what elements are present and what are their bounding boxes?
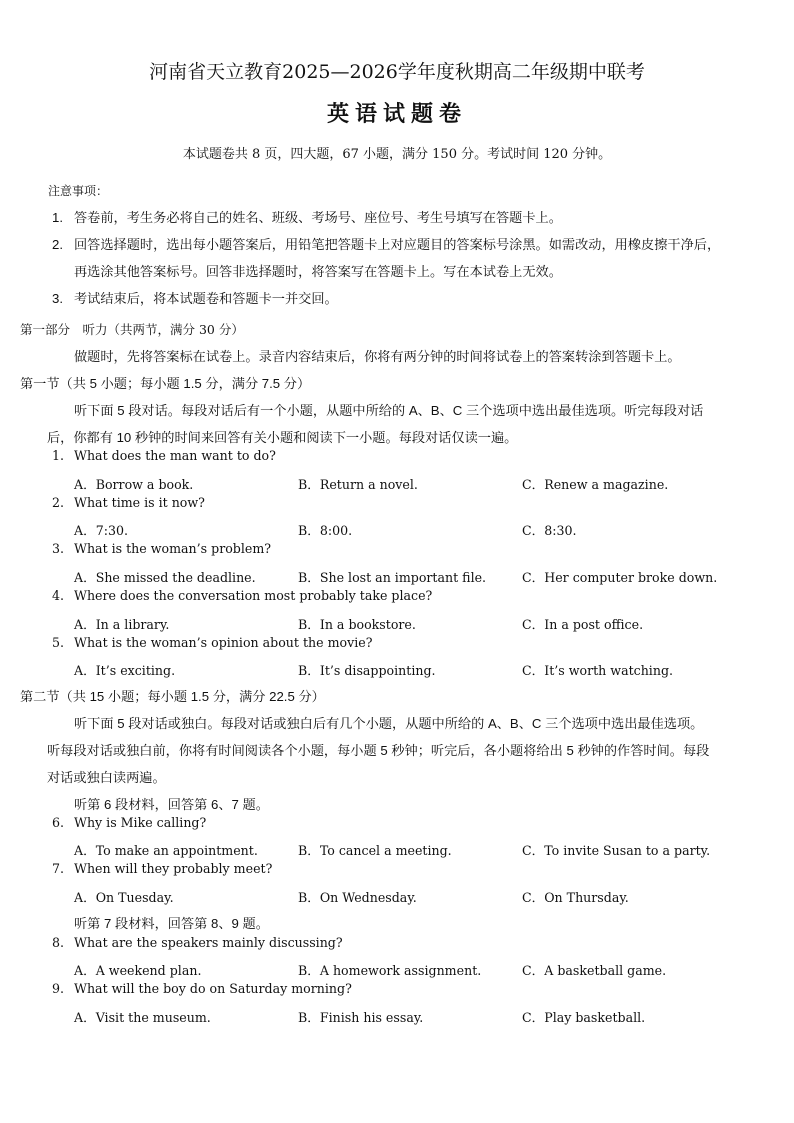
option-c: C．In a post office.	[522, 617, 644, 632]
notice-item: 1. 答卷前，考生务必将自己的姓名、班级、考场号、座位号、考生号填写在答题卡上。	[52, 210, 562, 225]
option-a: A．Visit the museum.	[74, 1010, 211, 1025]
question-stem: 4. Where does the conversation most probably take place?	[52, 588, 433, 603]
question-stem: 5. What is the woman’s opinion about the movie?	[52, 635, 373, 650]
part1-instruction: 做题时，先将答案标在试卷上。录音内容结束后，你将有两分钟的时间将试卷上的答案转涂到答题卡上。	[74, 349, 681, 364]
option-a: A．On Tuesday.	[74, 890, 174, 905]
option-b: B．8:00.	[298, 523, 353, 538]
option-a: A．In a library.	[74, 617, 170, 632]
option-a: A．Borrow a book.	[74, 477, 194, 492]
section1-heading: 第一节（共 5 小题；每小题 1.5 分，满分 7.5 分）	[20, 376, 311, 391]
option-b: B．She lost an important file.	[298, 570, 487, 585]
question-stem: 9. What will the boy do on Saturday morning?	[52, 981, 352, 996]
question-stem: 2. What time is it now?	[52, 495, 205, 510]
exam-subtitle: 英语试题卷	[326, 101, 467, 127]
option-c: C．Her computer broke down.	[522, 570, 718, 585]
option-b: B．On Wednesday.	[298, 890, 417, 905]
option-b: B．To cancel a meeting.	[298, 843, 452, 858]
section1-instruction: 后，你都有 10 秒钟的时间来回答有关小题和阅读下一小题。每段对话仅读一遍。	[47, 430, 518, 445]
option-b: B．In a bookstore.	[298, 617, 416, 632]
option-b: B．Finish his essay.	[298, 1010, 424, 1025]
option-c: C．On Thursday.	[522, 890, 629, 905]
material-label: 听第 7 段材料，回答第 8、9 题。	[74, 916, 269, 931]
option-c: C．To invite Susan to a party.	[522, 843, 711, 858]
part1-heading: 第一部分 听力（共两节，满分 30 分）	[20, 322, 244, 337]
question-stem: 1. What does the man want to do?	[52, 448, 276, 463]
question-stem: 7. When will they probably meet?	[52, 861, 273, 876]
option-b: B．Return a novel.	[298, 477, 418, 492]
notice-item-continued: 再选涂其他答案标号。回答非选择题时，将答案写在答题卡上。写在本试卷上无效。	[74, 264, 562, 279]
section1-instruction: 听下面 5 段对话。每段对话后有一个小题，从题中所给的 A、B、C 三个选项中选出最佳选项。听完每段对话	[74, 403, 704, 418]
option-c: C．Renew a magazine.	[522, 477, 669, 492]
notice-item: 3. 考试结束后，将本试题卷和答题卡一并交回。	[52, 291, 338, 306]
option-a: A．7:30.	[74, 523, 128, 538]
option-a: A．A weekend plan.	[74, 963, 202, 978]
question-stem: 8. What are the speakers mainly discussing?	[52, 935, 343, 950]
option-c: C．8:30.	[522, 523, 577, 538]
exam-title: 河南省天立教育2025—2026学年度秋期高二年级期中联考	[149, 61, 645, 83]
section2-instruction: 听下面 5 段对话或独白。每段对话或独白后有几个小题，从题中所给的 A、B、C 三个选项中选出最佳选项。	[74, 716, 704, 731]
material-label: 听第 6 段材料，回答第 6、7 题。	[74, 797, 269, 812]
option-c: C．A basketball game.	[522, 963, 667, 978]
option-b: B．A homework assignment.	[298, 963, 482, 978]
notice-item: 2. 回答选择题时，选出每小题答案后，用铅笔把答题卡上对应题目的答案标号涂黑。如需改动，用橡皮擦干净后，	[52, 237, 721, 252]
option-b: B．It’s disappointing.	[298, 663, 436, 678]
section2-instruction: 听每段对话或独白前，你将有时间阅读各个小题，每小题 5 秒钟；听完后，各小题将给出 5 秒钟的作答时间。每段	[47, 743, 710, 758]
option-c: C．It’s worth watching.	[522, 663, 674, 678]
section2-instruction: 对话或独白读两遍。	[47, 770, 166, 785]
option-a: A．It’s exciting.	[74, 663, 176, 678]
section2-heading: 第二节（共 15 小题；每小题 1.5 分，满分 22.5 分）	[20, 689, 325, 704]
option-a: A．She missed the deadline.	[74, 570, 256, 585]
exam-intro: 本试题卷共 8 页，四大题，67 小题，满分 150 分。考试时间 120 分钟。	[182, 147, 612, 162]
option-c: C．Play basketball.	[522, 1010, 646, 1025]
question-stem: 6. Why is Mike calling?	[52, 815, 207, 830]
option-a: A．To make an appointment.	[74, 843, 258, 858]
question-stem: 3. What is the woman’s problem?	[52, 541, 272, 556]
notice-heading: 注意事项：	[48, 184, 109, 198]
